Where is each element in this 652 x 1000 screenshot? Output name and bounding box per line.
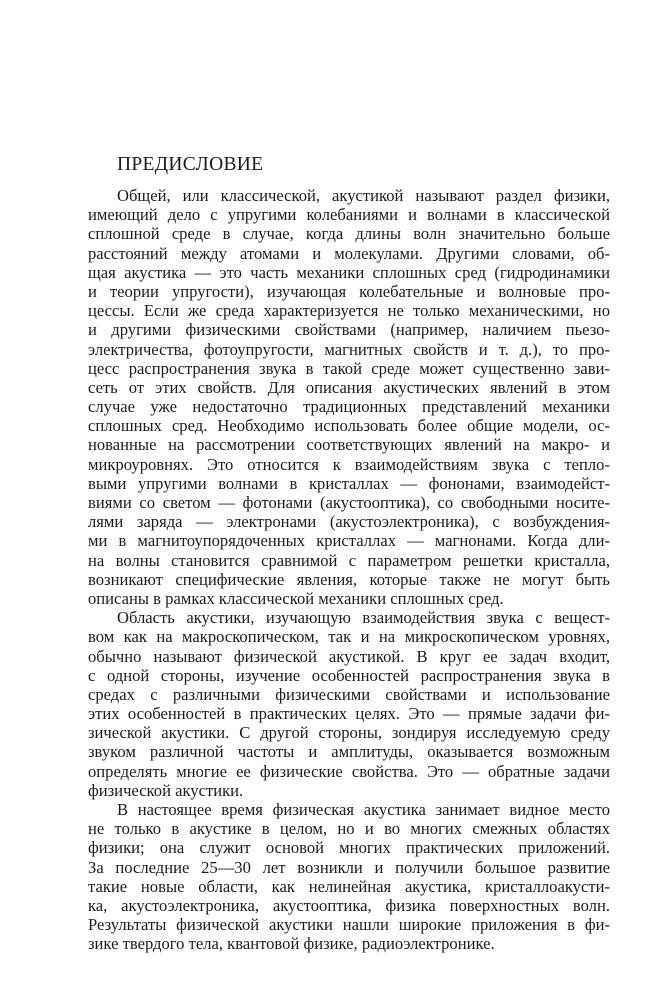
paragraph-2 [88,608,610,800]
text-line: физики; она служит основой многих практических приложений. [88,838,610,858]
text-line: зической акустики. С другой стороны, зондируя исследуемую среду [88,723,610,743]
text-line: электричества, фотоупругости, магнитных свойств и т. д.), то про- [88,339,610,359]
text-line: нованные на рассмотрении соответствующих явлений на макро- и [88,435,610,455]
text-line: такие новые области, как нелинейная акустика, кристаллоакусти- [88,876,610,896]
text-line: звуком различной частоты и амплитуды, оказывается возможным [88,742,610,762]
text-line: В настоящее время физическая акустика занимает видное место [117,800,610,819]
text-line: имеющий дело с упругими колебаниями и волнами в классической [88,205,610,225]
text-line: выми упругими волнами в кристаллах — фононами, взаимодейст- [88,473,610,493]
text-line: зике твердого тела, квантовой физике, радиоэлектронике. [88,934,495,954]
text-line: цессы. Если же среда характеризуется не только механическими, но [88,301,610,321]
text-line: с одной стороны, изучение особенностей распространения звука в [88,665,610,685]
text-line: сплошных сред. Необходимо использовать более общие модели, ос- [88,416,610,436]
text-line: сплошной среде в случае, когда длины волн значительно больше [88,224,610,244]
text-line: ка, акустоэлектроника, акустооптика, физика поверхностных волн. [88,895,610,915]
text-line: цесс распространения звука в такой среде может существенно зави- [88,358,610,378]
text-line: Общей, или классической, акустикой называют раздел физики, [117,186,610,205]
text-line: этих особенностей в практических целях. Это — прямые задачи фи- [88,704,610,724]
text-line: определять многие ее физические свойства. Это — обратные задачи [88,761,610,781]
text-line: Область акустики, изучающую взаимодействия звука с вещест- [117,608,610,628]
text-line: Результаты физической акустики нашли широкие приложения в фи- [88,915,610,935]
text-line: щая акустика — это часть механики сплошных сред (гидродинамики [88,262,610,282]
text-line: средах с различными физическими свойствами и использование [88,684,610,704]
text-line: на волны становится сравнимой с параметром решетки кристалла, [88,550,610,570]
text-line: описаны в рамках классической механики сплошных сред. [88,588,504,608]
text-line: обычно называют физической акустикой. В круг ее задач входит, [88,646,610,666]
text-line: и другими физическими свойствами (например, наличием пьезо- [88,320,610,340]
paragraph-1 [88,186,610,608]
text-line: За последние 25—30 лет возникли и получили большое развитие [88,857,610,877]
text-line: возникают специфические явления, которые также не могут быть [88,569,610,589]
text-line: и теории упругости), изучающая колебательные и волновые про- [88,281,610,301]
text-line: виями со светом — фотонами (акустооптика), со свободными носите- [88,493,610,512]
text-line: физической акустики. [88,780,244,800]
body-text [88,186,610,954]
text-line: вом как на макроскопическом, так и на микроскопическом уровнях, [88,627,610,647]
text-line: расстояний между атомами и молекулами. Другими словами, об- [88,243,610,263]
text-line: случае уже недостаточно традиционных представлений механики [88,397,610,417]
text-line: микроуровнях. Это относится к взаимодействиям звука с тепло- [88,454,610,474]
paragraph-3 [88,800,610,954]
text-line: не только в акустике в целом, но и во многих смежных областях [88,819,610,839]
text-line: ми в магнитоупорядоченных кристаллах — магнонами. Когда дли- [88,531,610,551]
page-title: ПРЕДИСЛОВИЕ [117,154,264,175]
text-line: лями заряда — электронами (акустоэлектроника), с возбуждения- [88,512,610,532]
text-line: сеть от этих свойств. Для описания акустических явлений в этом [88,377,610,397]
